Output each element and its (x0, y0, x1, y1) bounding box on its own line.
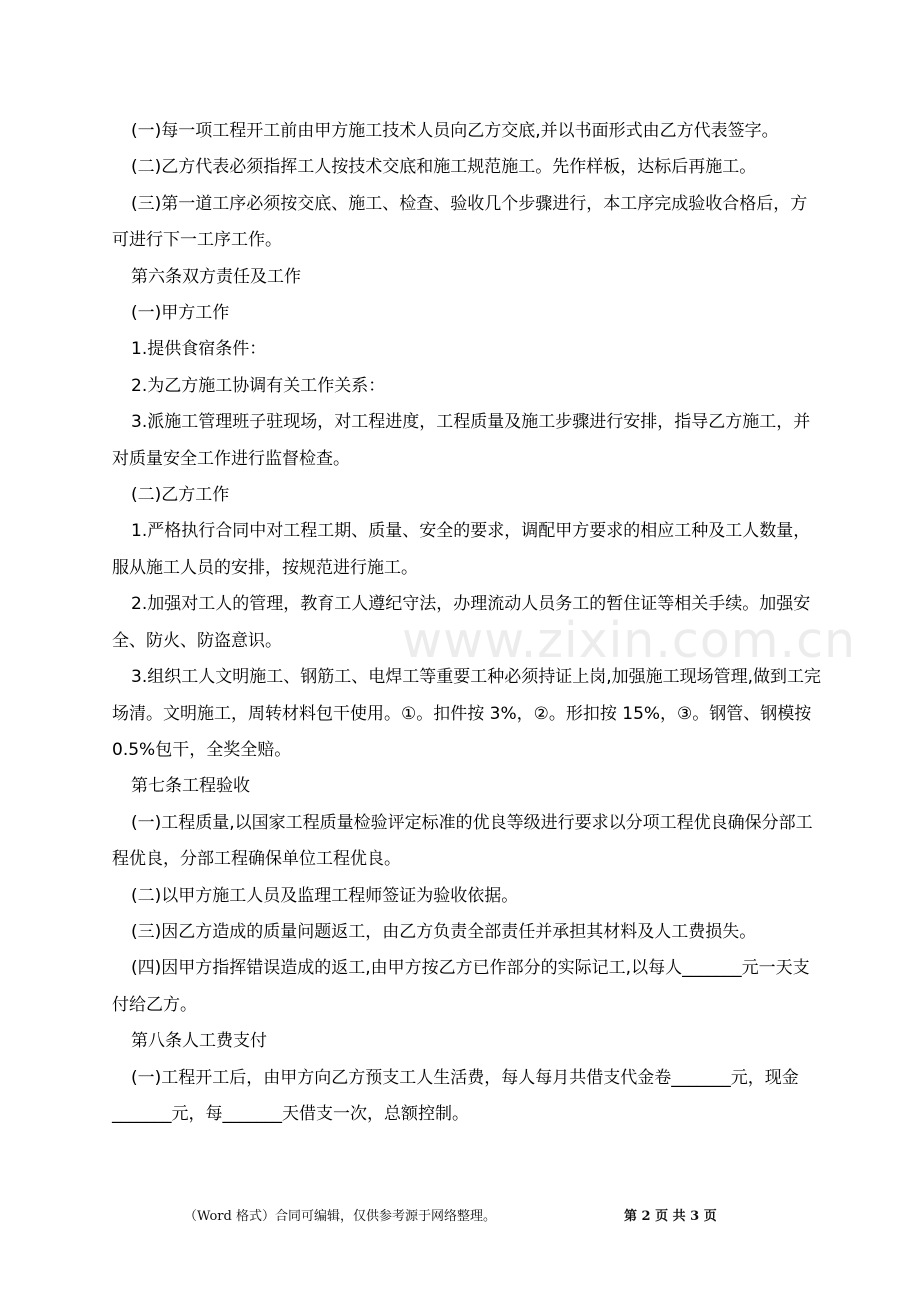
paragraph: (三)因乙方造成的质量问题返工，由乙方负责全部责任并承担其材料及人工费损失。 (131, 921, 757, 942)
list-item: 1.严格执行合同中对工程工期、质量、安全的要求，调配甲方要求的相应工种及工人数量，服从施工人员的安排，按规范进行施工。 (112, 521, 811, 578)
watermark: www.zixin.com.cn (402, 612, 857, 669)
list-item: 3.组织工人文明施工、钢筋工、电焊工等重要工种必须持证上岗,加强施工现场管理,做到工完场清。文明施工，周转材料包干使用。①。扣件按 3%，②。形扣按 15%，③。钢管、钢模按 0.5%包干，全奖全赔。 (112, 667, 822, 760)
sub-heading: (一)甲方工作 (131, 303, 230, 324)
paragraph: (四)因甲方指挥错误造成的返工,由甲方按乙方已作部分的实际记工,以每人_______元一天支付给乙方。 (112, 958, 810, 1015)
paragraph: (二)以甲方施工人员及监理工程师签证为验收依据。 (131, 885, 519, 906)
paragraph: (一)工程质量,以国家工程质量检验评定标准的优良等级进行要求以分项工程优良确保分部工程优良，分部工程确保单位工程优良。 (112, 812, 813, 870)
section-heading: 第八条人工费支付 (131, 1031, 267, 1052)
list-item: 1.提供食宿条件： (131, 339, 267, 360)
list-item: 2.加强对工人的管理，教育工人遵纪守法，办理流动人员务工的暂住证等相关手续。加强安全、防火、防盗意识。 (112, 594, 811, 651)
list-item: 3.派施工管理班子驻现场，对工程进度，工程质量及施工步骤进行安排，指导乙方施工，并对质量安全工作进行监督检查。 (112, 412, 811, 469)
section-heading: 第七条工程验收 (131, 776, 250, 797)
paragraph: (三)第一道工序必须按交底、施工、检查、验收几个步骤进行，本工序完成验收合格后，方可进行下一工序工作。 (112, 193, 808, 251)
paragraph: (二)乙方代表必须指挥工人按技术交底和施工规范施工。先作样板，达标后再施工。 (131, 157, 757, 178)
sub-heading: (二)乙方工作 (131, 485, 230, 506)
section-heading: 第六条双方责任及工作 (131, 266, 301, 287)
page-number: 第 2 页 共 3 页 (624, 1209, 717, 1224)
paragraph: (一)每一项工程开工前由甲方施工技术人员向乙方交底,并以书面形式由乙方代表签字。 (131, 121, 779, 141)
document-body (112, 113, 824, 1132)
paragraph: (一)工程开工后，由甲方向乙方预支工人生活费，每人每月共借支代金卷_______元，现金_______元，每_______天借支一次，总额控制。 (112, 1067, 799, 1124)
list-item: 2.为乙方施工协调有关工作关系： (131, 375, 386, 396)
footer-note: （Word 格式）合同可编辑，仅供参考源于网络整理。 (184, 1209, 496, 1224)
